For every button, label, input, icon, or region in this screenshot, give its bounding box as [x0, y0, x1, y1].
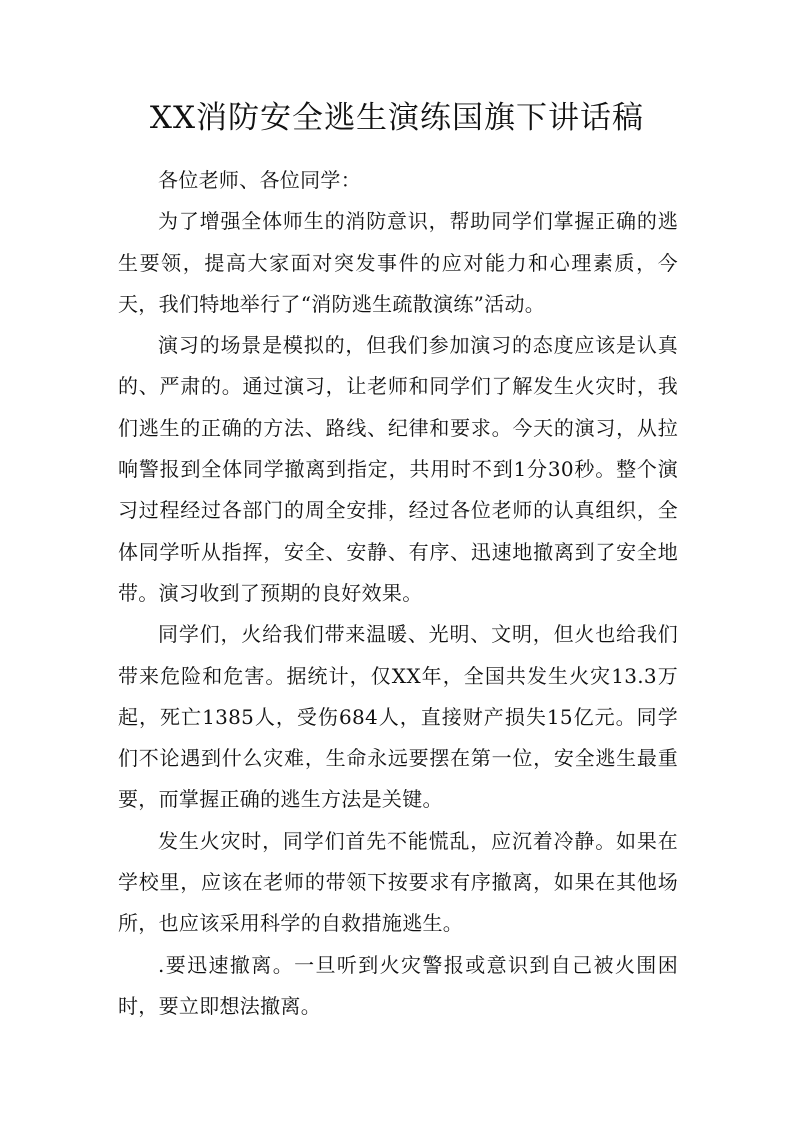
document-body — [118, 160, 678, 1027]
document-title: XX消防安全逃生演练国旗下讲话稿 — [149, 100, 645, 136]
paragraph-stay-calm: 发生火灾时，同学们首先不能慌乱，应沉着冷静。如果在学校里，应该在老师的带领下按要求有序撤离，如果在其他场所，也应该采用科学的自救措施逃生。 — [118, 828, 678, 936]
paragraph-drill-summary: 演习的场景是模拟的，但我们参加演习的态度应该是认真的、严肃的。通过演习，让老师和同学们了解发生火灾时，我们逃生的正确的方法、路线、纪律和要求。今天的演习，从拉响警报到全体同学撤离到指定，共用时不到1分30秒。整个演习过程经过各部门的周全安排，经过各位老师的认真组织，全体同学听从指挥，安全、安静、有序、迅速地撤离到了安全地带。演习收到了预期的良好效果。 — [118, 333, 678, 605]
paragraph-purpose: 为了增强全体师生的消防意识，帮助同学们掌握正确的逃生要领，提高大家面对突发事件的应对能力和心理素质，今天，我们特地举行了“消防逃生疏散演练”活动。 — [118, 209, 678, 316]
paragraph-fire-statistics: 同学们，火给我们带来温暖、光明、文明，但火也给我们带来危险和危害。据统计，仅XX年，全国共发生火灾13.3万起，死亡1385人，受伤684人，直接财产损失15亿元。同学们不论遇到什么灾难，生命永远要摆在第一位，安全逃生最重要，而掌握正确的逃生方法是关键。 — [118, 622, 678, 812]
paragraph-evacuate-quickly: .要迅速撤离。一旦听到火灾警报或意识到自己被火围困时，要立即想法撤离。 — [118, 952, 678, 1018]
salutation: 各位老师、各位同学： — [158, 168, 361, 192]
